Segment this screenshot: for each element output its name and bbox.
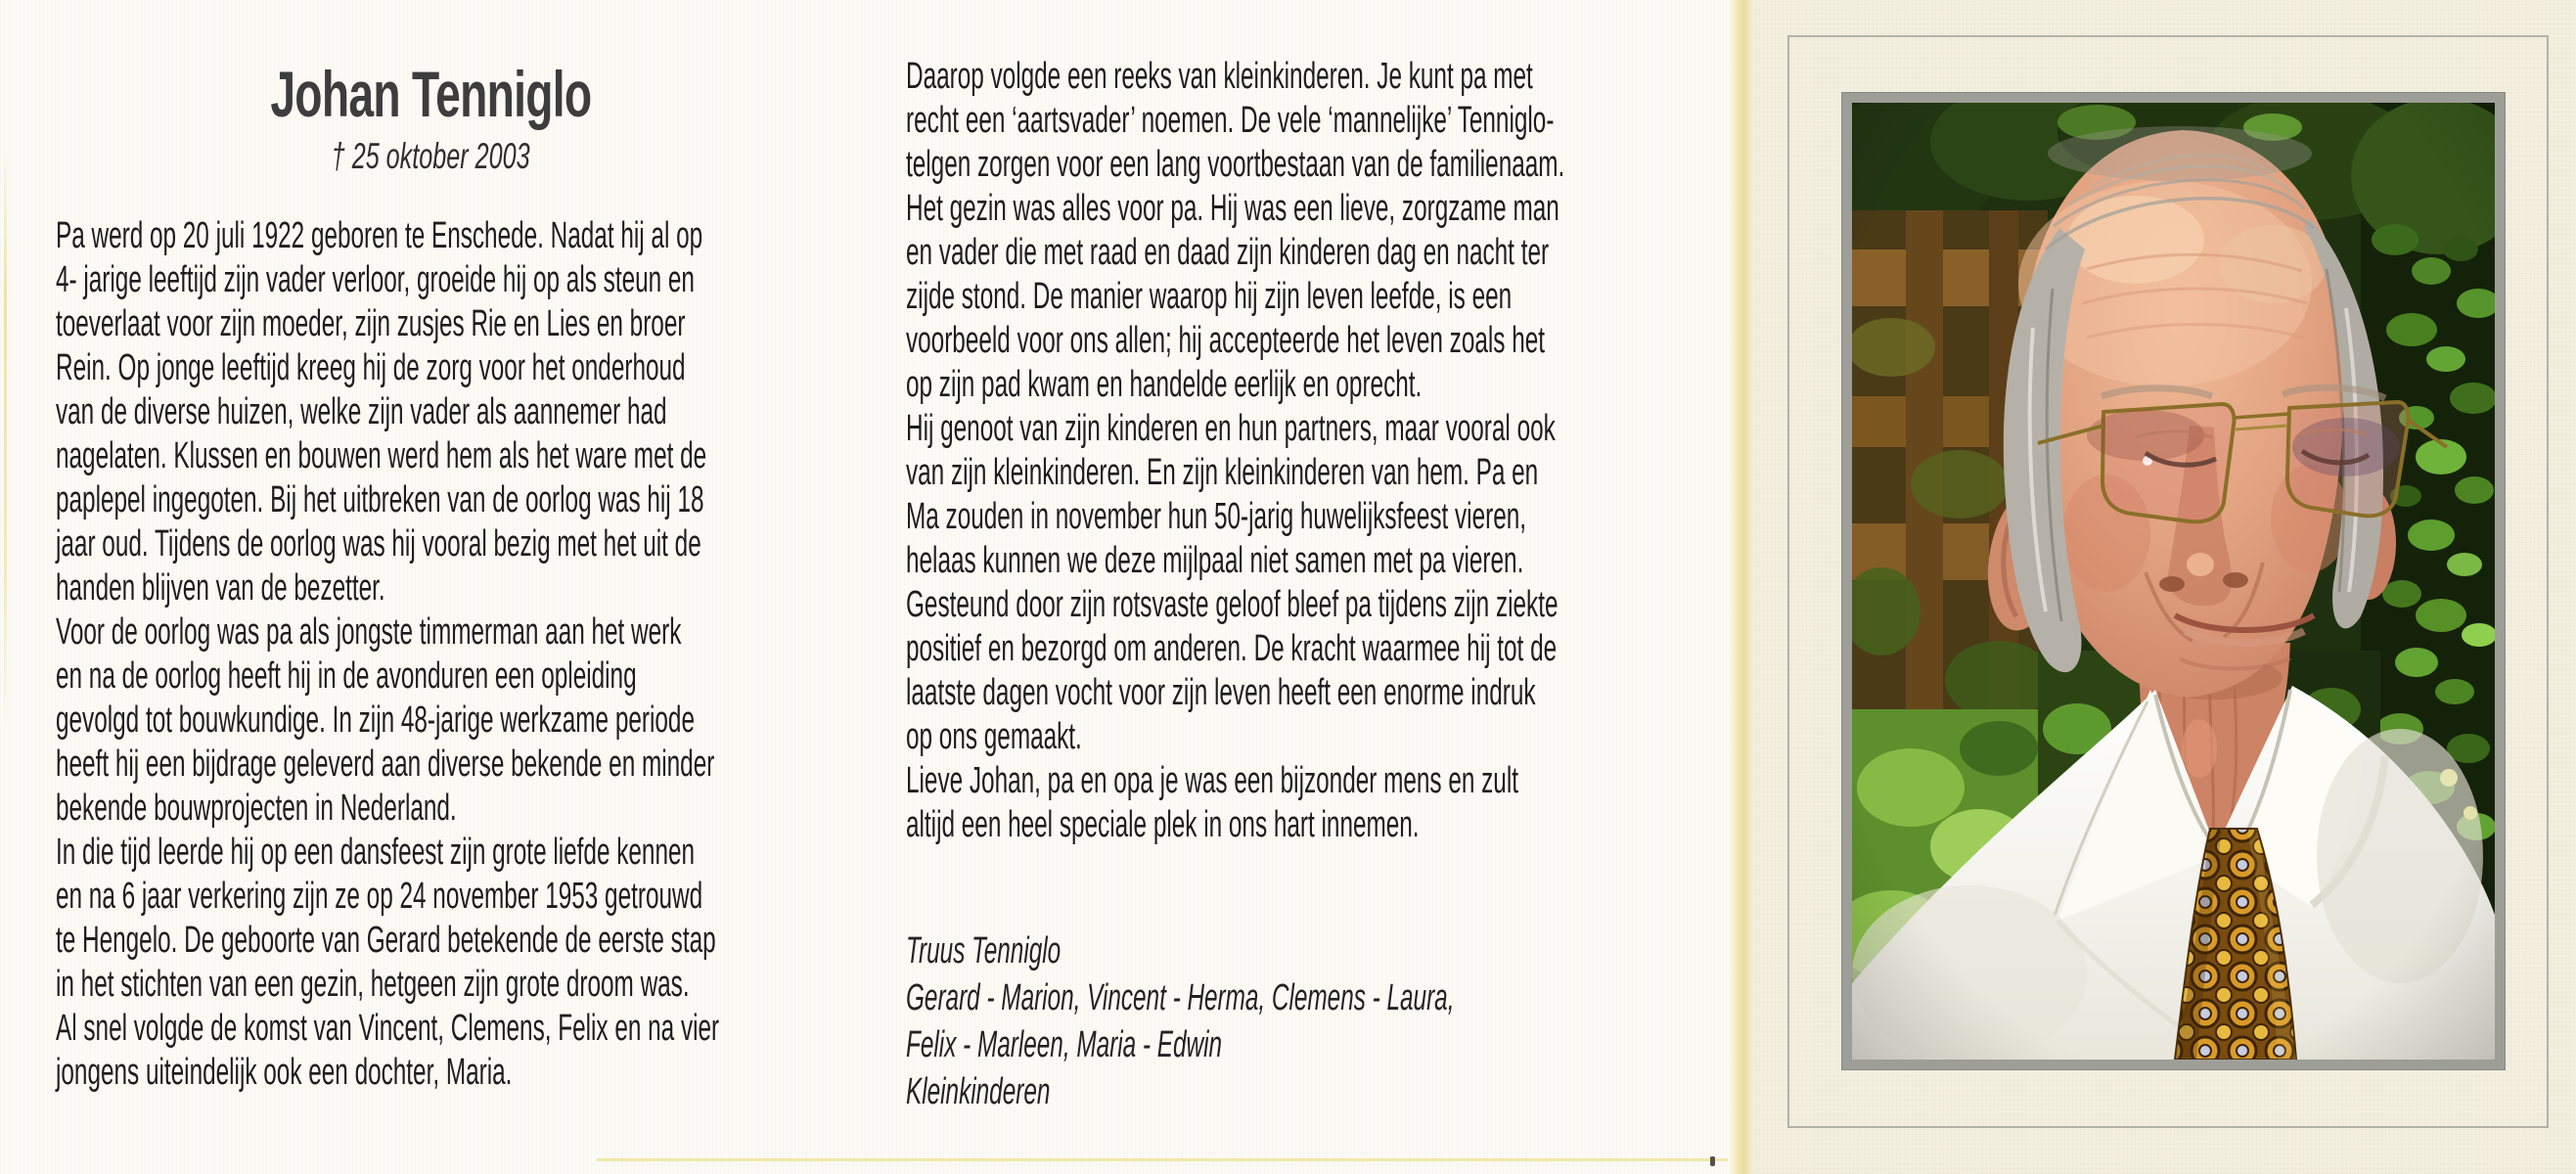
signature-line: Kleinkinderen [906,1071,1051,1112]
text-line: Het gezin was alles voor pa. Hij was een lieve, zorgzame man [906,188,1559,229]
text-line: gevolgd tot bouwkundige. In zijn 48-jarige werkzame periode [56,700,695,741]
signature-line: Truus Tenniglo [906,930,1062,971]
scan-speck [1710,1156,1715,1166]
text-line: op ons gemaakt. [906,716,1082,757]
text-line: Pa werd op 20 juli 1922 geboren te Enschede. Nadat hij al op [56,215,703,256]
text-line: heeft hij een bijdrage geleverd aan diverse bekende en minder [56,744,715,785]
text-line: jaar oud. Tijdens de oorlog was hij vooral bezig met het uit de [56,523,701,564]
text-line: Rein. Op jonge leeftijd kreeg hij de zorg voor het onderhoud [56,347,686,388]
text-line: te Hengelo. De geboorte van Gerard betekende de eerste stap [56,920,716,961]
text-line: jongens uiteindelijk ook een dochter, Maria. [56,1052,513,1093]
text-line: in het stichten van een gezin, hetgeen zijn grote droom was. [56,964,690,1005]
text-line: van zijn kleinkinderen. En zijn kleinkinderen van hem. Pa en [906,452,1539,493]
text-line: Lieve Johan, pa en opa je was een bijzonder mens en zult [906,760,1518,801]
memorial-title-text: Johan Tenniglo [269,58,592,130]
text-line: zijde stond. De manier waarop hij zijn leven leefde, is een [906,276,1513,317]
signature-block [906,927,1707,1115]
memorial-title [0,57,861,131]
death-date-text: † 25 oktober 2003 [331,136,530,176]
obituary-column-1 [56,214,857,1095]
obituary-header [0,57,861,178]
portrait-photo [1852,103,2495,1060]
text-line: toeverlaat voor zijn moeder, zijn zusjes Rie en Lies en broer [56,303,686,344]
right-page [1755,0,2576,1174]
text-line: Gesteund door zijn rotsvaste geloof bleef pa tijdens zijn ziekte [906,584,1559,625]
signature-line: Felix - Marleen, Maria - Edwin [906,1024,1222,1065]
text-line: en na de oorlog heeft hij in de avonduren een opleiding [56,655,637,697]
text-line: In die tijd leerde hij op een dansfeest zijn grote liefde kennen [56,832,696,873]
text-line: Hij genoot van zijn kinderen en hun partners, maar vooral ook [906,408,1556,449]
text-line: en na 6 jaar verkering zijn ze op 24 november 1953 getrouwd [56,876,703,917]
page-edge-line [4,147,7,734]
death-date [0,135,861,178]
text-line: voorbeeld voor ons allen; hij accepteerde het leven zoals het [906,320,1546,361]
text-line: laatste dagen vocht voor zijn leven heeft een enorme indruk [906,672,1536,713]
text-line: positief en bezorgd om anderen. De kracht waarmee hij tot de [906,628,1558,669]
text-line: bekende bouwprojecten in Nederland. [56,788,457,829]
text-line: nagelaten. Klussen en bouwen werd hem als het ware met de [56,435,707,476]
text-line: van de diverse huizen, welke zijn vader als aannemer had [56,391,667,432]
text-line: en vader die met raad en daad zijn kinderen dag en nacht ter [906,232,1550,273]
signature-line: Gerard - Marion, Vincent - Herma, Clemens - Laura, [906,977,1455,1018]
text-line: Daarop volgde een reeks van kleinkinderen. Je kunt pa met [906,56,1533,97]
text-line: Al snel volgde de komst van Vincent, Clemens, Felix en na vier [56,1008,720,1049]
gutter-fold [1728,0,1757,1174]
photo-frame [1842,93,2505,1069]
obituary-column-2 [906,55,1707,847]
text-line: Voor de oorlog was pa als jongste timmerman aan het werk [56,611,682,653]
card-bottom-edge [597,1158,1734,1161]
text-line: paplepel ingegoten. Bij het uitbreken van de oorlog was hij 18 [56,479,704,520]
text-line: helaas kunnen we deze mijlpaal niet samen met pa vieren. [906,540,1524,581]
text-line: 4- jarige leeftijd zijn vader verloor, groeide hij op als steun en [56,259,695,300]
text-line: telgen zorgen voor een lang voortbestaan van de familienaam. [906,144,1565,185]
text-line: Ma zouden in november hun 50-jarig huwelijksfeest vieren, [906,496,1527,537]
text-line: op zijn pad kwam en handelde eerlijk en oprecht. [906,364,1423,405]
text-line: altijd een heel speciale plek in ons hart innemen. [906,804,1420,845]
text-line: handen blijven van de bezetter. [56,567,385,609]
text-line: recht een ‘aartsvader’ noemen. De vele ‘mannelijke’ Tenniglo- [906,100,1555,141]
